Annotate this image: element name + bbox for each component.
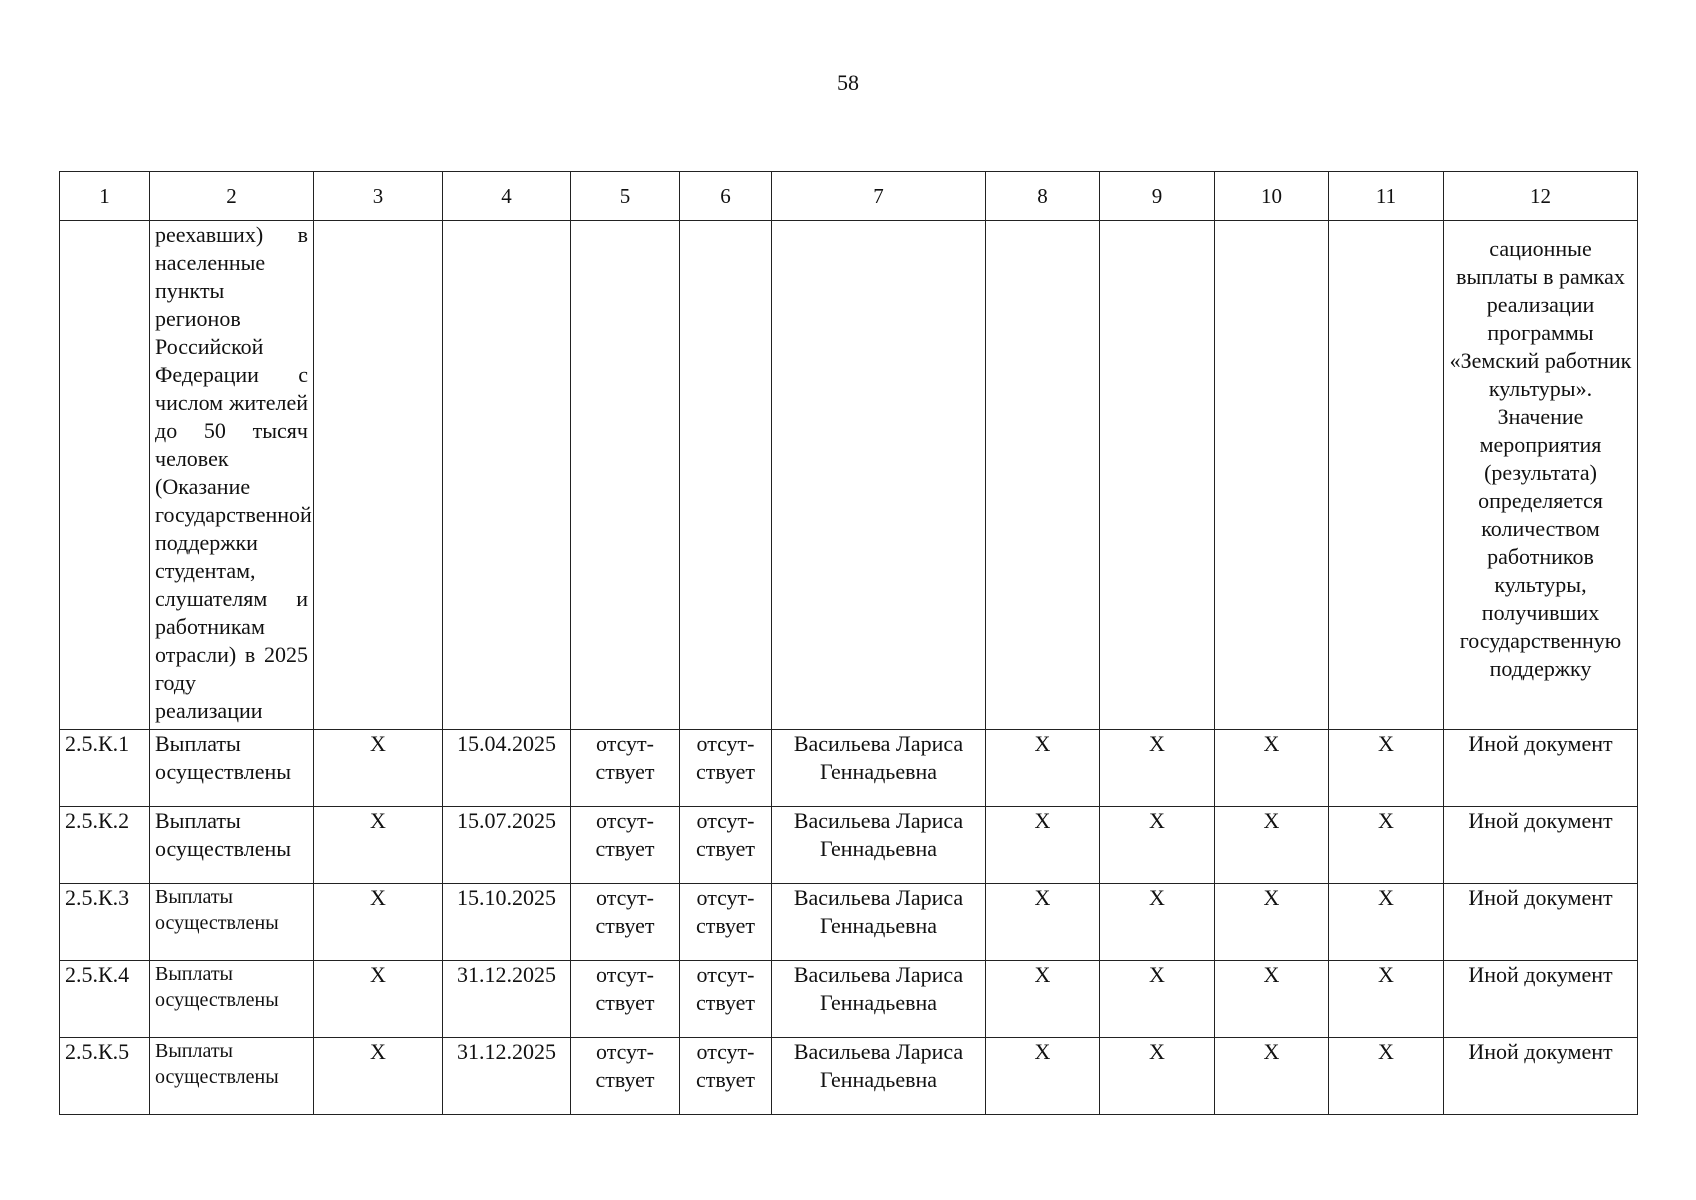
row-date: 15.04.2025 [443, 730, 571, 807]
row-col3: X [314, 961, 443, 1038]
row-col9: X [1100, 961, 1215, 1038]
plan-table [59, 171, 1638, 1115]
row-date: 31.12.2025 [443, 1038, 571, 1115]
column-header: 5 [571, 172, 680, 221]
row-col6: отсут-ствует [680, 961, 772, 1038]
row-col10: X [1215, 807, 1329, 884]
column-header: 11 [1329, 172, 1444, 221]
row-col3: X [314, 730, 443, 807]
empty-cell [680, 221, 772, 730]
row-col10: X [1215, 730, 1329, 807]
row-col11: X [1329, 730, 1444, 807]
row-col5: отсут-ствует [571, 807, 680, 884]
table-row [60, 1038, 1638, 1115]
row-col6: отсут-ствует [680, 1038, 772, 1115]
row-code: 2.5.К.5 [60, 1038, 150, 1115]
empty-cell [314, 221, 443, 730]
column-header: 3 [314, 172, 443, 221]
page-number: 58 [837, 70, 859, 95]
continuation-note: сационные выплаты в рамках реализации программы «Земский работник культуры». Значение мероприятия (результата) определяется количеством работников культуры, получивших государственную поддержку [1444, 221, 1638, 730]
empty-cell [986, 221, 1100, 730]
row-result: Выплаты осуществлены [150, 730, 314, 807]
row-col8: X [986, 807, 1100, 884]
row-col8: X [986, 730, 1100, 807]
empty-cell [1100, 221, 1215, 730]
row-responsible: Васильева Лариса Геннадьевна [772, 1038, 986, 1115]
row-col8: X [986, 1038, 1100, 1115]
column-header: 12 [1444, 172, 1638, 221]
row-col9: X [1100, 730, 1215, 807]
empty-cell [772, 221, 986, 730]
row-result: Выплаты осуществлены [150, 807, 314, 884]
row-result: Выплаты осуществлены [150, 961, 314, 1038]
header-row [60, 172, 1638, 221]
empty-cell [443, 221, 571, 730]
row-col3: X [314, 884, 443, 961]
table-row [60, 884, 1638, 961]
row-document: Иной документ [1444, 807, 1638, 884]
column-header: 7 [772, 172, 986, 221]
row-col10: X [1215, 1038, 1329, 1115]
row-col11: X [1329, 961, 1444, 1038]
continuation-description: реехавших) в населенные пункты регионов Российской Федерации с числом жителей до 50 тысяч человек (Оказание государственной поддержки студентам, слушателям и работникам отрасли) в 2025 году реализации [150, 221, 314, 730]
column-header: 9 [1100, 172, 1215, 221]
row-col6: отсут-ствует [680, 884, 772, 961]
row-responsible: Васильева Лариса Геннадьевна [772, 961, 986, 1038]
row-code: 2.5.К.1 [60, 730, 150, 807]
table-row [60, 730, 1638, 807]
column-header: 2 [150, 172, 314, 221]
row-col9: X [1100, 884, 1215, 961]
row-responsible: Васильева Лариса Геннадьевна [772, 807, 986, 884]
row-document: Иной документ [1444, 884, 1638, 961]
column-header: 8 [986, 172, 1100, 221]
row-col3: X [314, 807, 443, 884]
row-col8: X [986, 884, 1100, 961]
row-document: Иной документ [1444, 730, 1638, 807]
row-col11: X [1329, 807, 1444, 884]
row-col10: X [1215, 884, 1329, 961]
row-code: 2.5.К.3 [60, 884, 150, 961]
continuation-row [60, 221, 1638, 730]
row-col5: отсут-ствует [571, 730, 680, 807]
row-date: 15.10.2025 [443, 884, 571, 961]
table-row [60, 961, 1638, 1038]
row-col11: X [1329, 1038, 1444, 1115]
row-responsible: Васильева Лариса Геннадьевна [772, 730, 986, 807]
row-col8: X [986, 961, 1100, 1038]
column-header: 10 [1215, 172, 1329, 221]
row-col11: X [1329, 884, 1444, 961]
row-col9: X [1100, 1038, 1215, 1115]
row-code: 2.5.К.2 [60, 807, 150, 884]
row-document: Иной документ [1444, 961, 1638, 1038]
row-code: 2.5.К.4 [60, 961, 150, 1038]
row-col9: X [1100, 807, 1215, 884]
row-responsible: Васильева Лариса Геннадьевна [772, 884, 986, 961]
row-col6: отсут-ствует [680, 730, 772, 807]
empty-cell [1329, 221, 1444, 730]
column-header: 6 [680, 172, 772, 221]
row-col3: X [314, 1038, 443, 1115]
row-col5: отсут-ствует [571, 884, 680, 961]
row-col5: отсут-ствует [571, 961, 680, 1038]
column-header: 4 [443, 172, 571, 221]
row-result: Выплаты осуществлены [150, 884, 314, 961]
empty-cell [1215, 221, 1329, 730]
row-date: 31.12.2025 [443, 961, 571, 1038]
row-col5: отсут-ствует [571, 1038, 680, 1115]
table-row [60, 807, 1638, 884]
row-col6: отсут-ствует [680, 807, 772, 884]
row-result: Выплаты осуществлены [150, 1038, 314, 1115]
empty-cell [60, 221, 150, 730]
row-col10: X [1215, 961, 1329, 1038]
row-document: Иной документ [1444, 1038, 1638, 1115]
empty-cell [571, 221, 680, 730]
column-header: 1 [60, 172, 150, 221]
row-date: 15.07.2025 [443, 807, 571, 884]
